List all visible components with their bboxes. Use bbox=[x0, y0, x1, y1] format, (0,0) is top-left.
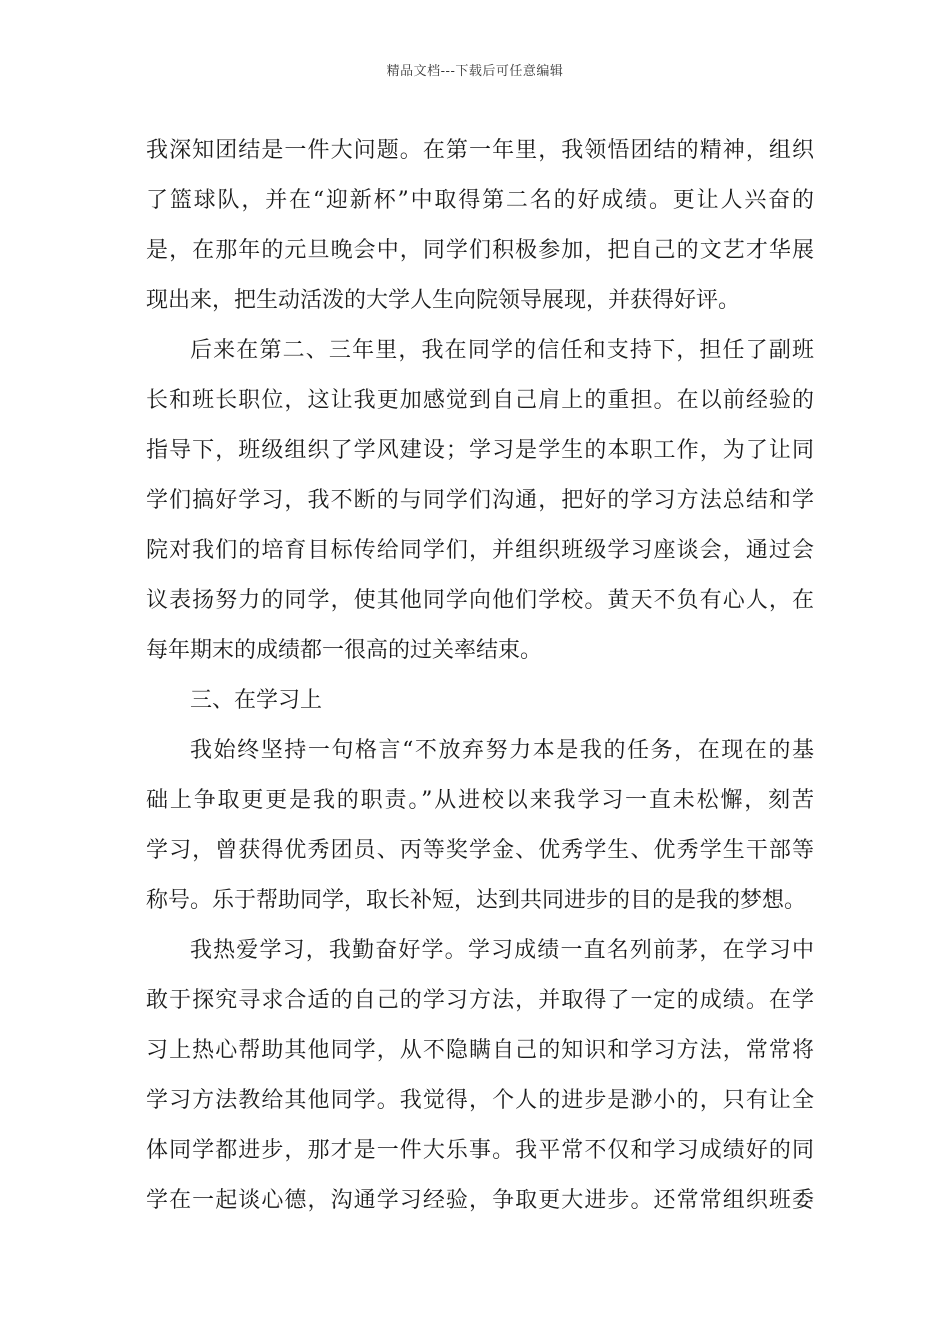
section-heading-study bbox=[146, 676, 814, 726]
paragraph-motto bbox=[146, 726, 814, 926]
text-line: 院对我们的培育目标传给同学们，并组织班级学习座谈会，通过会 bbox=[146, 538, 814, 563]
text-line: 学习方法教给其他同学。我觉得，个人的进步是渺小的，只有让全 bbox=[146, 1088, 814, 1113]
section-heading: 三、在学习上 bbox=[190, 688, 323, 713]
page-header: 精品文档---下载后可任意编辑 bbox=[386, 64, 564, 79]
text-line: 称号。乐于帮助同学，取长补短，达到共同进步的目的是我的梦想。 bbox=[146, 888, 807, 913]
text-line: 我热爱学习，我勤奋好学。学习成绩一直名列前茅，在学习中 bbox=[190, 938, 814, 963]
text-line: 学们搞好学习，我不断的与同学们沟通，把好的学习方法总结和学 bbox=[146, 488, 814, 513]
text-line: 学在一起谈心德，沟通学习经验，争取更大进步。还常常组织班委 bbox=[146, 1188, 814, 1213]
paragraph-unity bbox=[146, 126, 814, 326]
text-line: 础上争取更更是我的职责。”从进校以来我学习一直未松懈，刻苦 bbox=[146, 788, 814, 813]
text-line: 敢于探究寻求合适的自己的学习方法，并取得了一定的成绩。在学 bbox=[146, 988, 814, 1013]
text-line: 体同学都进步，那才是一件大乐事。我平常不仅和学习成绩好的同 bbox=[146, 1138, 814, 1163]
text-line: 现出来，把生动活泼的大学人生向院领导展现，并获得好评。 bbox=[146, 288, 741, 313]
paragraph-class-leader bbox=[146, 326, 814, 676]
text-line: 了篮球队，并在“迎新杯”中取得第二名的好成绩。更让人兴奋的 bbox=[146, 188, 814, 213]
text-line: 我始终坚持一句格言“不放弃努力本是我的任务，在现在的基 bbox=[190, 738, 814, 763]
text-line: 议表扬努力的同学，使其他同学向他们学校。黄天不负有心人，在 bbox=[146, 588, 814, 613]
text-line: 后来在第二、三年里，我在同学的信任和支持下，担任了副班 bbox=[190, 338, 814, 363]
text-line: 学习，曾获得优秀团员、丙等奖学金、优秀学生、优秀学生干部等 bbox=[146, 838, 814, 863]
document-body bbox=[146, 126, 814, 1226]
text-line: 习上热心帮助其他同学，从不隐瞒自己的知识和学习方法，常常将 bbox=[146, 1038, 814, 1063]
text-line: 是，在那年的元旦晚会中，同学们积极参加，把自己的文艺才华展 bbox=[146, 238, 814, 263]
text-line: 我深知团结是一件大问题。在第一年里，我领悟团结的精神，组织 bbox=[146, 138, 814, 163]
paragraph-love-learning bbox=[146, 926, 814, 1226]
text-line: 长和班长职位，这让我更加感觉到自己肩上的重担。在以前经验的 bbox=[146, 388, 814, 413]
text-line: 指导下，班级组织了学风建设；学习是学生的本职工作，为了让同 bbox=[146, 438, 814, 463]
text-line: 每年期末的成绩都一很高的过关率结束。 bbox=[146, 638, 543, 663]
